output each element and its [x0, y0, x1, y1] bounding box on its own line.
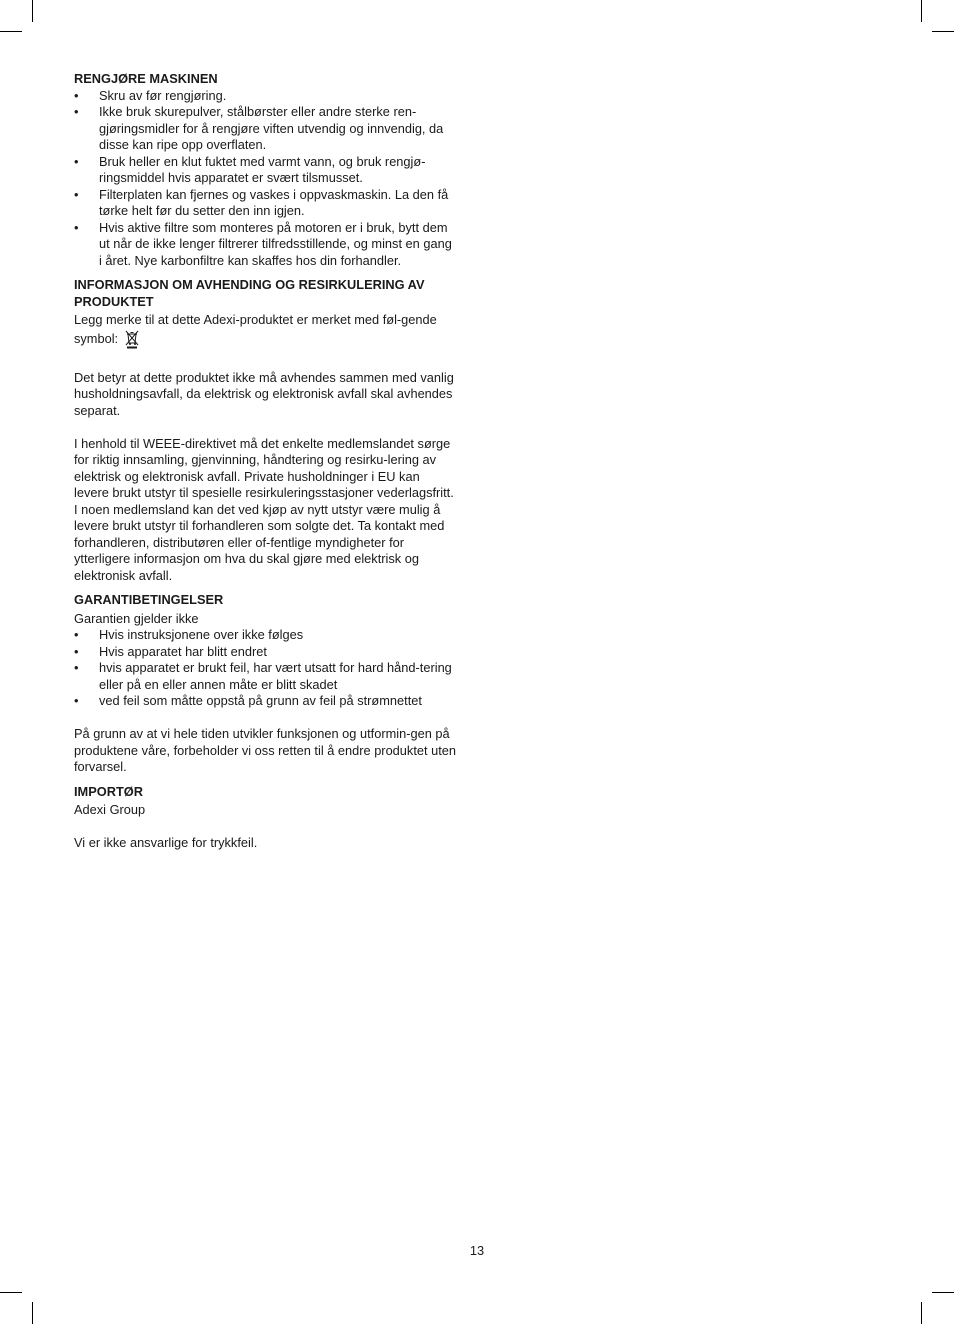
disposal-heading: INFORMASJON OM AVHENDING OG RESIRKULERING AV PRODUKTET: [74, 277, 425, 309]
list-item: • Filterplaten kan fjernes og vaskes i oppvaskmaskin. La den få tørke helt før du setter den inn igjen.: [74, 187, 458, 220]
importer-section: [74, 784, 458, 852]
disposal-paragraph-2: I henhold til WEEE-direktivet må det enkelte medlemslandet sørge for riktig innsamling, gjenvinning, håndtering og resirku-lering av elektrisk og elektronisk avfall. Private husholdninger i EU kan levere brukt utstyr til spesielle resirkuleringsstasjoner vederlagsfritt. I noen medlemsland kan det ved kjøp av nytt utstyr være mulig å levere brukt utstyr til forhandleren som solgte det. Ta kontakt med forhandleren, distributøren eller of-fentlige myndigheter for ytterligere informasjon om hva du skal gjøre med elektrisk og elektronisk avfall.: [74, 435, 454, 583]
list-item: • ved feil som måtte oppstå på grunn av feil på strømnettet: [74, 693, 458, 710]
warranty-section: [74, 592, 458, 776]
list-item: • Hvis aktive filtre som monteres på motoren er i bruk, bytt dem ut når de ikke lenger filtrerer tilfredsstillende, og minst en gang i året. Nye karbonfiltre kan skaffes hos din forhandler.: [74, 220, 458, 270]
crop-mark: [0, 1292, 22, 1293]
crop-mark: [32, 1302, 33, 1324]
warranty-intro: Garantien gjelder ikke: [74, 610, 199, 626]
list-item: • Skru av før rengjøring.: [74, 88, 458, 105]
crop-mark: [932, 31, 954, 32]
disposal-paragraph-1: Det betyr at dette produktet ikke må avhendes sammen med vanlig husholdningsavfall, da elektrisk og elektronisk avfall skal avhendes separat.: [74, 369, 454, 418]
warranty-heading: GARANTIBETINGELSER: [74, 592, 224, 607]
crop-mark: [932, 1292, 954, 1293]
list-item: • Hvis apparatet har blitt endret: [74, 644, 458, 661]
crossed-out-wheelie-bin-icon: [125, 329, 139, 354]
cleaning-heading: RENGJØRE MASKINEN: [74, 71, 218, 86]
disposal-intro: Legg merke til at dette Adexi-produktet er merket med føl-gende symbol:: [74, 312, 437, 346]
disposal-intro-paragraph: [74, 312, 458, 353]
list-item: • Ikke bruk skurepulver, stålbørster eller andre sterke ren-gjøringsmidler for å rengjøre viften utvendig og innvendig, da disse kan ripe opp overflaten.: [74, 104, 458, 154]
warranty-note: På grunn av at vi hele tiden utvikler funksjonen og utformin-gen på produktene våre, forbeholder vi oss retten til å endre produktet uten forvarsel.: [74, 726, 457, 774]
list-item: • hvis apparatet er brukt feil, har vært utsatt for hard hånd-tering eller på en eller annen måte er blitt skadet: [74, 660, 458, 693]
crop-mark: [921, 1302, 922, 1324]
crop-mark: [32, 0, 33, 22]
cleaning-list: [74, 88, 458, 270]
warranty-list: [74, 627, 458, 710]
crop-mark: [921, 0, 922, 22]
page-number: 13: [469, 1243, 485, 1258]
disposal-section: [74, 277, 458, 584]
printing-error-disclaimer: Vi er ikke ansvarlige for trykkfeil.: [74, 835, 258, 850]
list-item: • Hvis instruksjonene over ikke følges: [74, 627, 458, 644]
manual-text-column: [74, 71, 458, 852]
importer-company: Adexi Group: [74, 802, 146, 817]
cleaning-section: [74, 71, 458, 269]
crop-mark: [0, 31, 22, 32]
list-item: • Bruk heller en klut fuktet med varmt vann, og bruk rengjø-ringsmiddel hvis apparatet er svært tilsmusset.: [74, 154, 458, 187]
importer-heading: IMPORTØR: [74, 783, 143, 799]
